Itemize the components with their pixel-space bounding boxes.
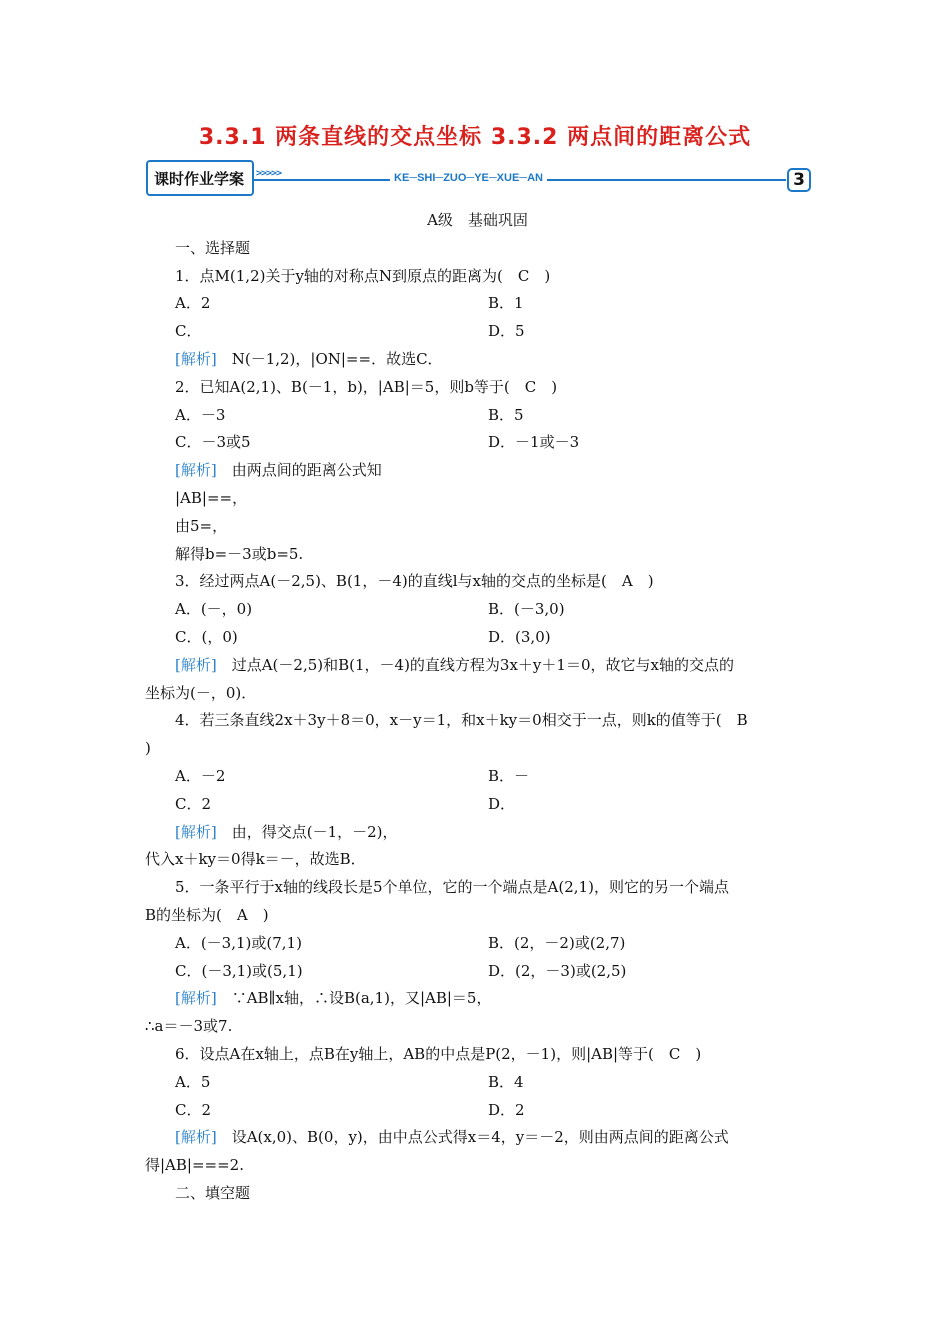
question-4-options-cd (145, 791, 810, 819)
level-heading: A级 基础巩固 (427, 211, 528, 229)
question-4-stem-cont: ) (145, 739, 151, 758)
question-1-options-ab (145, 290, 810, 318)
option-b: B．4 (488, 1072, 524, 1091)
question-3-solution (145, 652, 810, 680)
banner-label-box (146, 160, 254, 196)
solution-text: 由两点间的距离公式知 (216, 461, 382, 480)
solution-text: 由，得交点(－1，－2)， (216, 822, 398, 841)
document-body (145, 207, 810, 1208)
question-3-options-cd (145, 624, 810, 652)
section-heading-fill: 二、填空题 (175, 1183, 251, 1202)
question-5-options-cd (145, 958, 810, 986)
option-c: C．2 (175, 794, 212, 813)
question-4-options-ab (145, 763, 810, 791)
option-a: A．(－3,1)或(7,1) (175, 933, 302, 952)
question-5-stem-cont: B的坐标为( A ) (145, 905, 269, 924)
solution-text: ∵AB∥x轴，∴设B(a,1)，又|AB|＝5， (216, 989, 492, 1008)
question-2-options-cd (145, 429, 810, 457)
option-d: D．－1或－3 (488, 433, 580, 452)
option-c: C． (175, 322, 202, 341)
solution-line: |AB|==， (175, 488, 248, 507)
question-3-options-ab (145, 596, 810, 624)
solution-tag: [解析] (175, 461, 217, 480)
question-4-stem: 4．若三条直线2x＋3y＋8＝0，x－y＝1，和x＋ky＝0相交于一点，则k的值等于( B (175, 711, 748, 730)
option-b: B．(－3,0) (488, 600, 565, 619)
question-6-options-ab (145, 1069, 810, 1097)
header-banner (146, 160, 814, 200)
option-c: C．－3或5 (175, 433, 251, 452)
option-d: D．(3,0) (488, 627, 551, 646)
question-1-stem: 1．点M(1,2)关于y轴的对称点N到原点的距离为( C ) (175, 266, 551, 285)
option-d: D．(2，－3)或(2,5) (488, 961, 627, 980)
solution-line: ∴a＝－3或7. (145, 1017, 233, 1036)
solution-line: 坐标为(－，0)． (145, 683, 257, 702)
banner-number: 3 (787, 168, 811, 192)
solution-line: 得|AB|===2. (145, 1156, 244, 1175)
option-a: A．5 (175, 1072, 211, 1091)
question-1-options-cd (145, 318, 810, 346)
solution-tag: [解析] (175, 655, 217, 674)
question-2-options-ab (145, 402, 810, 430)
question-6-options-cd (145, 1097, 810, 1125)
solution-line: 解得b=－3或b=5. (175, 544, 304, 563)
option-a: A．－3 (175, 405, 226, 424)
question-4-solution (145, 819, 810, 847)
question-1-solution (145, 346, 810, 374)
option-d: D． (488, 794, 516, 813)
question-2-solution (145, 457, 810, 485)
question-5-solution (145, 985, 810, 1013)
banner-pinyin: KE─SHI─ZUO─YE─XUE─AN (390, 172, 547, 184)
question-2-stem: 2．已知A(2,1)、B(－1，b)，|AB|＝5，则b等于( C ) (175, 377, 558, 396)
section-heading-choice: 一、选择题 (175, 238, 251, 257)
solution-tag: [解析] (175, 989, 217, 1008)
solution-tag: [解析] (175, 822, 217, 841)
solution-text: 设A(x,0)、B(0，y)，由中点公式得x＝4，y＝－2，则由两点间的距离公式 (216, 1128, 729, 1147)
question-3-stem: 3．经过两点A(－2,5)、B(1，－4)的直线l与x轴的交点的坐标是( A ) (175, 572, 654, 591)
option-d: D．5 (488, 322, 525, 341)
banner-label: 课时作业学案 (154, 170, 245, 188)
option-d: D．2 (488, 1100, 525, 1119)
option-a: A．(－，0) (175, 600, 253, 619)
solution-text: N(－1,2)，|ON|==．故选C． (216, 349, 443, 368)
question-5-stem: 5．一条平行于x轴的线段长是5个单位，它的一个端点是A(2,1)，则它的另一个端点 (175, 878, 729, 897)
solution-text: 过点A(－2,5)和B(1，－4)的直线方程为3x＋y＋1＝0，故它与x轴的交点的 (216, 655, 734, 674)
option-c: C．2 (175, 1100, 212, 1119)
question-6-solution (145, 1124, 810, 1152)
solution-tag: [解析] (175, 349, 217, 368)
option-b: B．－ (488, 766, 530, 785)
option-a: A．－2 (175, 766, 226, 785)
option-c: C．(－3,1)或(5,1) (175, 961, 303, 980)
banner-arrows: >>>>> (256, 168, 282, 179)
page-title: 3.3.1 两条直线的交点坐标 3.3.2 两点间的距离公式 (198, 125, 752, 150)
option-b: B．1 (488, 294, 524, 313)
solution-line: 由5=， (175, 516, 228, 535)
option-b: B．5 (488, 405, 524, 424)
question-6-stem: 6．设点A在x轴上，点B在y轴上，AB的中点是P(2，－1)，则|AB|等于( C ) (175, 1044, 702, 1063)
option-b: B．(2，－2)或(2,7) (488, 933, 626, 952)
solution-line: 代入x＋ky＝0得k＝－，故选B． (145, 850, 366, 869)
option-c: C．(，0) (175, 627, 238, 646)
solution-tag: [解析] (175, 1128, 217, 1147)
question-5-options-ab (145, 930, 810, 958)
option-a: A．2 (175, 294, 211, 313)
